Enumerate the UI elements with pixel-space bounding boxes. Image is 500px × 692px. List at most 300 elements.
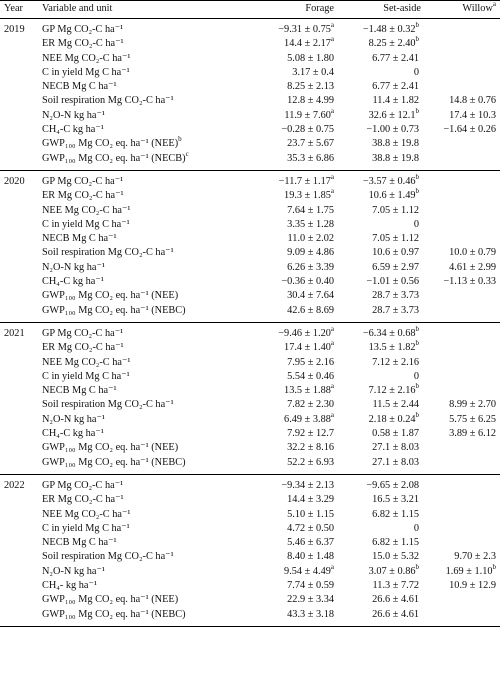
willow-cell — [425, 37, 500, 51]
table-row — [0, 441, 500, 455]
variable-cell — [38, 456, 238, 475]
year-cell — [0, 522, 38, 536]
year-cell: 2021 — [4, 327, 25, 339]
forage-value: 9.09 ± 4.86 — [287, 247, 334, 259]
setaside-cell — [338, 608, 425, 627]
variable-label: C in yield Mg C ha⁻¹ — [42, 522, 130, 534]
setaside-cell — [338, 441, 425, 455]
forage-value: 5.10 ± 1.15 — [287, 508, 334, 520]
variable-label: ER Mg CO₂-C ha⁻¹ — [42, 190, 124, 202]
setaside-value: 26.6 ± 4.61 — [372, 594, 419, 606]
forage-cell — [238, 37, 338, 51]
willow-cell — [425, 413, 500, 427]
variable-label: NECB Mg C ha⁻¹ — [42, 537, 117, 549]
variable-label: GP Mg CO₂-C ha⁻¹ — [42, 175, 124, 187]
setaside-cell — [338, 322, 425, 341]
header-year: Year — [4, 3, 23, 15]
setaside-value: 38.8 ± 19.8 — [372, 138, 419, 150]
setaside-value: −1.01 ± 0.56 — [366, 276, 419, 288]
variable-label: GP Mg CO₂-C ha⁻¹ — [42, 24, 124, 35]
forage-cell — [238, 261, 338, 275]
setaside-value: 11.5 ± 2.44 — [372, 399, 419, 411]
willow-cell — [425, 170, 500, 189]
setaside-note: b — [415, 35, 419, 44]
variable-cell — [38, 204, 238, 218]
forage-cell — [238, 562, 338, 579]
willow-cell — [425, 94, 500, 108]
variable-cell — [38, 384, 238, 398]
year-cell — [0, 413, 38, 427]
forage-cell — [238, 106, 338, 123]
forage-value: 6.49 ± 3.88 — [284, 413, 331, 425]
year-cell — [0, 508, 38, 522]
variable-label: NEE Mg CO₂-C ha⁻¹ — [42, 508, 131, 520]
table-row — [0, 304, 500, 323]
willow-cell — [425, 109, 500, 123]
setaside-value: 0 — [413, 370, 419, 382]
variable-label: NEE Mg CO₂-C ha⁻¹ — [42, 356, 131, 368]
table-row — [0, 427, 500, 441]
setaside-value: 6.82 ± 1.15 — [372, 537, 419, 549]
setaside-cell — [338, 275, 425, 289]
table-row — [0, 550, 500, 564]
forage-value: −9.34 ± 2.13 — [281, 479, 334, 491]
willow-value: 10.0 ± 0.79 — [449, 247, 496, 259]
setaside-cell — [338, 562, 425, 579]
year-cell — [0, 370, 38, 384]
willow-cell — [425, 493, 500, 507]
setaside-cell — [338, 427, 425, 441]
variable-cell — [38, 289, 238, 303]
variable-cell — [38, 522, 238, 536]
table-row — [0, 37, 500, 51]
forage-cell — [238, 304, 338, 323]
variable-label: CH₄-C kg ha⁻¹ — [42, 428, 104, 440]
variable-label: ER Mg CO₂-C ha⁻¹ — [42, 342, 124, 354]
willow-value: −1.64 ± 0.26 — [443, 124, 496, 136]
willow-note: b — [492, 562, 496, 571]
forage-note: a — [330, 382, 334, 391]
setaside-cell — [338, 522, 425, 536]
variable-cell — [38, 261, 238, 275]
variable-label: GWP₁₀₀ Mg CO₂ eq. ha⁻¹ (NEE) — [42, 138, 179, 150]
willow-cell — [425, 137, 500, 151]
variable-label: N₂O-N kg ha⁻¹ — [42, 565, 106, 577]
setaside-value: −9.65 ± 2.08 — [366, 479, 419, 491]
table-row — [0, 356, 500, 370]
willow-value: 14.8 ± 0.76 — [449, 95, 496, 107]
setaside-value: −6.34 ± 0.68 — [362, 327, 416, 339]
year-cell — [0, 304, 38, 323]
forage-note: a — [330, 173, 334, 182]
setaside-cell — [338, 536, 425, 550]
setaside-value: 3.07 ± 0.86 — [368, 565, 416, 577]
table-row — [0, 508, 500, 522]
forage-cell — [238, 189, 338, 203]
year-cell: 2022 — [4, 479, 25, 491]
variable-cell — [38, 565, 238, 579]
variable-label: N₂O-N kg ha⁻¹ — [42, 261, 106, 273]
setaside-cell — [338, 137, 425, 151]
setaside-value: 6.82 ± 1.15 — [372, 508, 419, 520]
table-row — [0, 289, 500, 303]
header-setaside: Set-aside — [383, 3, 421, 15]
forage-cell — [238, 52, 338, 66]
table-row — [0, 66, 500, 80]
forage-value: 22.9 ± 3.34 — [287, 594, 334, 606]
year-cell — [0, 536, 38, 550]
setaside-value: −1.00 ± 0.73 — [366, 124, 419, 136]
variable-cell — [38, 398, 238, 412]
forage-cell — [238, 66, 338, 80]
setaside-note: b — [415, 106, 419, 115]
setaside-value: 7.12 ± 2.16 — [368, 385, 416, 397]
willow-cell — [425, 356, 500, 370]
willow-cell — [425, 562, 500, 579]
table-row — [0, 123, 500, 137]
table-row — [0, 80, 500, 94]
setaside-value: 27.1 ± 8.03 — [372, 442, 419, 454]
year-cell — [0, 608, 38, 627]
setaside-value: 16.5 ± 3.21 — [372, 494, 419, 506]
forage-value: −9.31 ± 0.75 — [278, 24, 331, 35]
table-row — [0, 579, 500, 593]
setaside-cell — [338, 37, 425, 51]
forage-value: 14.4 ± 3.29 — [287, 494, 334, 506]
variable-note: c — [185, 149, 189, 158]
forage-value: 17.4 ± 1.40 — [284, 342, 331, 354]
forage-value: 5.08 ± 1.80 — [287, 52, 334, 64]
setaside-value: −1.48 ± 0.32 — [362, 24, 416, 35]
forage-value: −9.46 ± 1.20 — [278, 327, 331, 339]
variable-cell — [38, 232, 238, 246]
variable-cell — [38, 109, 238, 123]
variable-cell — [38, 218, 238, 232]
forage-cell — [238, 356, 338, 370]
willow-value: 10.9 ± 12.9 — [449, 579, 496, 591]
setaside-note: b — [415, 173, 419, 182]
setaside-value: 32.6 ± 12.1 — [368, 109, 416, 121]
setaside-cell — [338, 94, 425, 108]
forage-note: a — [330, 562, 334, 571]
table-row — [0, 398, 500, 412]
setaside-cell — [338, 123, 425, 137]
year-cell — [0, 109, 38, 123]
setaside-value: 10.6 ± 1.49 — [368, 190, 416, 202]
variable-label: GWP₁₀₀ Mg CO₂ eq. ha⁻¹ (NECB) — [42, 152, 186, 164]
willow-cell — [425, 441, 500, 455]
willow-cell — [425, 246, 500, 260]
variable-label: Soil respiration Mg CO₂-C ha⁻¹ — [42, 247, 174, 259]
forage-value: 12.8 ± 4.99 — [287, 95, 334, 107]
setaside-value: 11.4 ± 1.82 — [372, 95, 419, 107]
variable-cell — [38, 149, 238, 171]
variable-label: C in yield Mg C ha⁻¹ — [42, 66, 130, 78]
willow-cell — [425, 189, 500, 203]
setaside-value: 28.7 ± 3.73 — [372, 304, 419, 316]
setaside-note: b — [415, 410, 419, 419]
forage-value: 7.82 ± 2.30 — [287, 399, 334, 411]
setaside-value: 7.05 ± 1.12 — [372, 204, 419, 216]
willow-value: 4.61 ± 2.99 — [449, 261, 496, 273]
forage-value: 9.54 ± 4.49 — [284, 565, 331, 577]
setaside-note: b — [415, 187, 419, 196]
setaside-cell — [338, 152, 425, 171]
setaside-cell — [338, 80, 425, 94]
variable-label: CH₄-C kg ha⁻¹ — [42, 276, 104, 288]
forage-value: −11.7 ± 1.17 — [278, 175, 331, 187]
variable-label: NECB Mg C ha⁻¹ — [42, 233, 117, 245]
forage-value: 7.95 ± 2.16 — [287, 356, 334, 368]
forage-value: 7.92 ± 12.7 — [287, 428, 334, 440]
table-row — [0, 170, 500, 189]
willow-value: 17.4 ± 10.3 — [449, 109, 496, 121]
table-row — [0, 275, 500, 289]
willow-cell — [425, 427, 500, 441]
year-block — [0, 19, 500, 171]
setaside-note: b — [415, 21, 419, 30]
table-row — [0, 456, 500, 475]
forage-note: a — [330, 106, 334, 115]
variable-label: GWP₁₀₀ Mg CO₂ eq. ha⁻¹ (NEE) — [42, 290, 179, 302]
year-cell — [0, 80, 38, 94]
year-cell — [0, 493, 38, 507]
forage-cell — [238, 608, 338, 627]
table-row — [0, 493, 500, 507]
willow-value: 8.99 ± 2.70 — [449, 399, 496, 411]
variable-note: b — [178, 135, 182, 144]
setaside-cell — [338, 593, 425, 607]
setaside-cell — [338, 398, 425, 412]
willow-cell — [425, 152, 500, 171]
willow-cell — [425, 608, 500, 627]
willow-cell — [425, 398, 500, 412]
setaside-cell — [338, 384, 425, 398]
setaside-cell — [338, 370, 425, 384]
variable-label: GWP₁₀₀ Mg CO₂ eq. ha⁻¹ (NEE) — [42, 594, 179, 606]
setaside-cell — [338, 356, 425, 370]
variable-cell — [38, 52, 238, 66]
variable-cell — [38, 37, 238, 51]
forage-cell — [238, 123, 338, 137]
header-forage: Forage — [305, 3, 334, 15]
table-row — [0, 232, 500, 246]
variable-label: CH₄- kg ha⁻¹ — [42, 579, 98, 591]
variable-cell — [38, 493, 238, 507]
variable-cell — [38, 356, 238, 370]
forage-value: −0.36 ± 0.40 — [281, 276, 334, 288]
forage-value: 32.2 ± 8.16 — [287, 442, 334, 454]
variable-label: C in yield Mg C ha⁻¹ — [42, 218, 130, 230]
year-cell — [0, 427, 38, 441]
forage-value: 30.4 ± 7.64 — [287, 290, 334, 302]
variable-cell — [38, 608, 238, 627]
willow-cell — [425, 456, 500, 475]
variable-cell — [38, 123, 238, 137]
willow-cell — [425, 261, 500, 275]
variable-cell — [38, 427, 238, 441]
variable-cell — [38, 275, 238, 289]
willow-value: 9.70 ± 2.3 — [454, 551, 496, 563]
variable-cell — [38, 304, 238, 323]
year-cell — [0, 593, 38, 607]
willow-cell — [425, 550, 500, 564]
forage-cell — [238, 384, 338, 398]
willow-value: −1.13 ± 0.33 — [443, 276, 496, 288]
setaside-value: 0 — [413, 522, 419, 534]
table-row — [0, 474, 500, 493]
forage-value: 14.4 ± 2.17 — [284, 38, 331, 50]
year-cell — [0, 232, 38, 246]
variable-cell — [38, 370, 238, 384]
table-row — [0, 204, 500, 218]
variable-label: CH₄-C kg ha⁻¹ — [42, 124, 104, 136]
willow-cell — [425, 341, 500, 355]
setaside-cell — [338, 19, 425, 38]
willow-cell — [425, 66, 500, 80]
forage-value: 52.2 ± 6.93 — [287, 456, 334, 468]
setaside-value: 6.77 ± 2.41 — [372, 81, 419, 93]
willow-cell — [425, 593, 500, 607]
setaside-cell — [338, 579, 425, 593]
forage-value: 11.9 ± 7.60 — [284, 109, 331, 121]
year-cell — [0, 341, 38, 355]
forage-value: 6.26 ± 3.39 — [287, 261, 334, 273]
setaside-value: 15.0 ± 5.32 — [372, 551, 419, 563]
willow-cell — [425, 508, 500, 522]
willow-value: 5.75 ± 6.25 — [449, 413, 496, 425]
year-cell — [0, 94, 38, 108]
table-row — [0, 608, 500, 627]
willow-value: 3.89 ± 6.12 — [449, 428, 496, 440]
forage-cell — [238, 232, 338, 246]
forage-value: 13.5 ± 1.88 — [284, 385, 331, 397]
forage-cell — [238, 137, 338, 151]
table-row — [0, 565, 500, 579]
setaside-value: 13.5 ± 1.82 — [368, 342, 416, 354]
table-row — [0, 246, 500, 260]
variable-cell — [38, 80, 238, 94]
table-row — [0, 413, 500, 427]
forage-cell — [238, 474, 338, 493]
forage-cell — [238, 170, 338, 189]
willow-cell — [425, 522, 500, 536]
forage-cell — [238, 80, 338, 94]
setaside-value: 6.77 ± 2.41 — [372, 52, 419, 64]
year-cell — [0, 204, 38, 218]
variable-label: NEE Mg CO₂-C ha⁻¹ — [42, 52, 131, 64]
table-row — [0, 218, 500, 232]
variable-cell — [38, 593, 238, 607]
variable-cell — [38, 536, 238, 550]
forage-value: 42.6 ± 8.69 — [287, 304, 334, 316]
table-row — [0, 322, 500, 341]
year-cell — [0, 356, 38, 370]
willow-cell — [425, 384, 500, 398]
variable-label: Soil respiration Mg CO₂-C ha⁻¹ — [42, 95, 174, 107]
forage-value: −0.28 ± 0.75 — [281, 124, 334, 136]
forage-cell — [238, 456, 338, 475]
year-cell — [0, 137, 38, 151]
setaside-cell — [338, 218, 425, 232]
setaside-value: 28.7 ± 3.73 — [372, 290, 419, 302]
variable-cell — [38, 66, 238, 80]
setaside-cell — [338, 52, 425, 66]
table-row — [0, 52, 500, 66]
year-cell — [0, 398, 38, 412]
table-row — [0, 94, 500, 108]
forage-cell — [238, 579, 338, 593]
forage-cell — [238, 19, 338, 38]
year-cell — [0, 384, 38, 398]
year-cell — [0, 579, 38, 593]
forage-cell — [238, 370, 338, 384]
forage-cell — [238, 204, 338, 218]
forage-cell — [238, 246, 338, 260]
forage-cell — [238, 508, 338, 522]
willow-cell — [425, 123, 500, 137]
variable-label: ER Mg CO₂-C ha⁻¹ — [42, 38, 124, 50]
forage-cell — [238, 593, 338, 607]
year-cell — [0, 456, 38, 475]
forage-note: a — [330, 325, 334, 334]
setaside-value: 7.05 ± 1.12 — [372, 233, 419, 245]
willow-cell — [425, 370, 500, 384]
setaside-value: 0 — [413, 66, 419, 78]
variable-label: N₂O-N kg ha⁻¹ — [42, 109, 106, 121]
setaside-note: b — [415, 382, 419, 391]
table-header — [0, 1, 500, 19]
year-cell — [0, 550, 38, 564]
setaside-value: 27.1 ± 8.03 — [372, 456, 419, 468]
variable-cell — [38, 137, 238, 151]
forage-cell — [238, 275, 338, 289]
willow-cell — [425, 322, 500, 341]
table-row — [0, 384, 500, 398]
forage-value: 43.3 ± 3.18 — [287, 608, 334, 620]
year-block — [0, 170, 500, 322]
forage-value: 23.7 ± 5.67 — [287, 138, 334, 150]
forage-value: 7.64 ± 1.75 — [287, 204, 334, 216]
willow-cell — [425, 289, 500, 303]
year-cell — [0, 565, 38, 579]
variable-label: C in yield Mg C ha⁻¹ — [42, 370, 130, 382]
table-row — [0, 189, 500, 203]
setaside-cell — [338, 106, 425, 123]
year-cell — [0, 289, 38, 303]
forage-value: 35.3 ± 6.86 — [287, 152, 334, 164]
forage-cell — [238, 536, 338, 550]
forage-cell — [238, 427, 338, 441]
setaside-cell — [338, 341, 425, 355]
year-cell — [0, 218, 38, 232]
setaside-note: b — [415, 325, 419, 334]
variable-label: N₂O-N kg ha⁻¹ — [42, 413, 106, 425]
setaside-value: 0.58 ± 1.87 — [372, 428, 419, 440]
forage-cell — [238, 322, 338, 341]
forage-value: 5.46 ± 6.37 — [287, 537, 334, 549]
year-cell — [0, 261, 38, 275]
setaside-note: b — [415, 562, 419, 571]
year-cell — [0, 37, 38, 51]
variable-cell — [38, 550, 238, 564]
forage-cell — [238, 441, 338, 455]
header-willow-label: Willow — [462, 3, 493, 15]
forage-cell — [238, 410, 338, 427]
variable-cell — [38, 413, 238, 427]
year-cell — [0, 66, 38, 80]
setaside-cell — [338, 456, 425, 475]
